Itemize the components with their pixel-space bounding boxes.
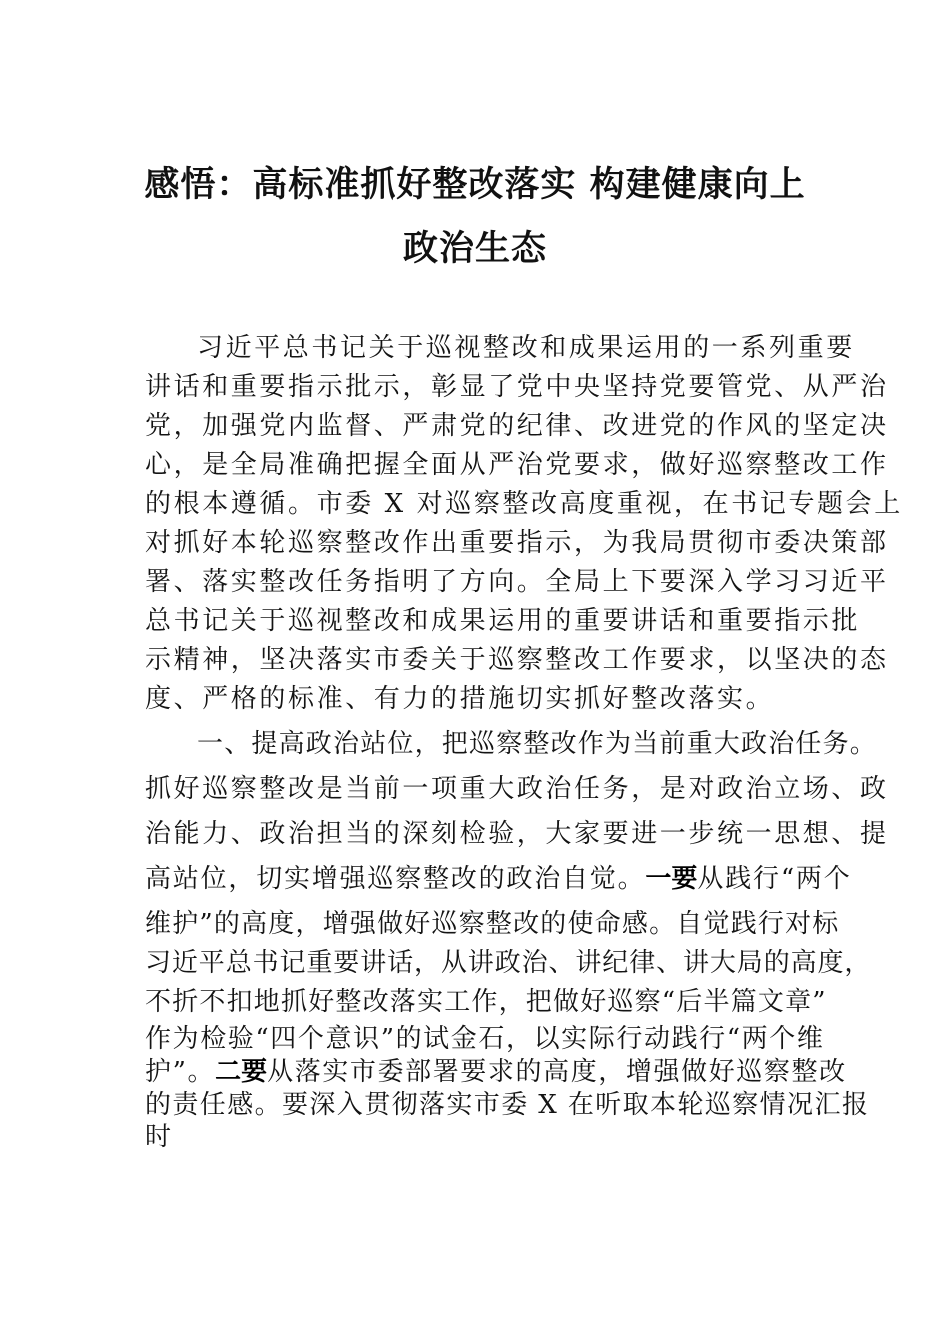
document-title-line-1: 感悟：高标准抓好整改落实 构建健康向上 [144,164,806,205]
paragraph-2-line-3-tail: 从践行“两个 [697,864,852,894]
paragraph-1-line-3: 党，加强党内监督、严肃党的纪律、改进党的作风的坚定决 [145,411,889,441]
paragraph-2-line-1: 抓好巡察整改是当前一项重大政治任务，是对政治立场、政 [145,774,889,804]
bold-lead-second: 二要 [215,1057,268,1087]
paragraph-1-line-2: 讲话和重要指示批示，彰显了党中央坚持党要管党、从严治 [145,372,889,402]
paragraph-1-line-5: 的根本遵循。市委 X 对巡察整改高度重视，在书记专题会上 [145,489,903,519]
paragraph-2-line-9: 的责任感。要深入贯彻落实市委 X 在听取本轮巡察情况汇报 [145,1090,870,1120]
paragraph-2-line-8-text: 护”。 [145,1057,216,1087]
paragraph-2-line-6: 不折不扣地抓好整改落实工作，把做好巡察“后半篇文章” [145,987,827,1017]
paragraph-2-line-3 [145,862,852,896]
paragraph-2-line-3-text: 高站位，切实增强巡察整改的政治自觉。 [145,864,646,894]
paragraph-2-line-10: 时 [145,1122,174,1152]
paragraph-2-line-8 [145,1055,847,1089]
paragraph-1-line-4: 心，是全局准确把握全面从严治党要求，做好巡察整改工作 [145,450,889,480]
paragraph-1-line-1: 习近平总书记关于巡视整改和成果运用的一系列重要 [197,333,855,363]
document-title-line-2: 政治生态 [402,228,547,269]
paragraph-2-line-8-tail: 从落实市委部署要求的高度，增强做好巡察整改 [267,1057,847,1087]
paragraph-2-line-4: 维护”的高度，增强做好巡察整改的使命感。自觉践行对标 [145,909,840,939]
paragraph-1-line-10: 度、严格的标准、有力的措施切实抓好整改落实。 [145,684,775,714]
paragraph-2-line-5: 习近平总书记重要讲话，从讲政治、讲纪律、讲大局的高度， [145,948,872,978]
paragraph-1-line-8: 总书记关于巡视整改和成果运用的重要讲话和重要指示批 [145,606,861,636]
paragraph-2-line-2: 治能力、政治担当的深刻检验，大家要进一步统一思想、提 [145,819,889,849]
paragraph-2-line-7: 作为检验“四个意识”的试金石，以实际行动践行“两个维 [145,1024,825,1054]
paragraph-1-line-6: 对抓好本轮巡察整改作出重要指示，为我局贯彻市委决策部 [145,528,889,558]
paragraph-1-line-7: 署、落实整改任务指明了方向。全局上下要深入学习习近平 [145,567,889,597]
paragraph-1-line-9: 示精神，坚决落实市委关于巡察整改工作要求，以坚决的态 [145,645,889,675]
section-heading-1: 一、提高政治站位，把巡察整改作为当前重大政治任务。 [197,729,878,759]
bold-lead-first: 一要 [645,864,698,894]
